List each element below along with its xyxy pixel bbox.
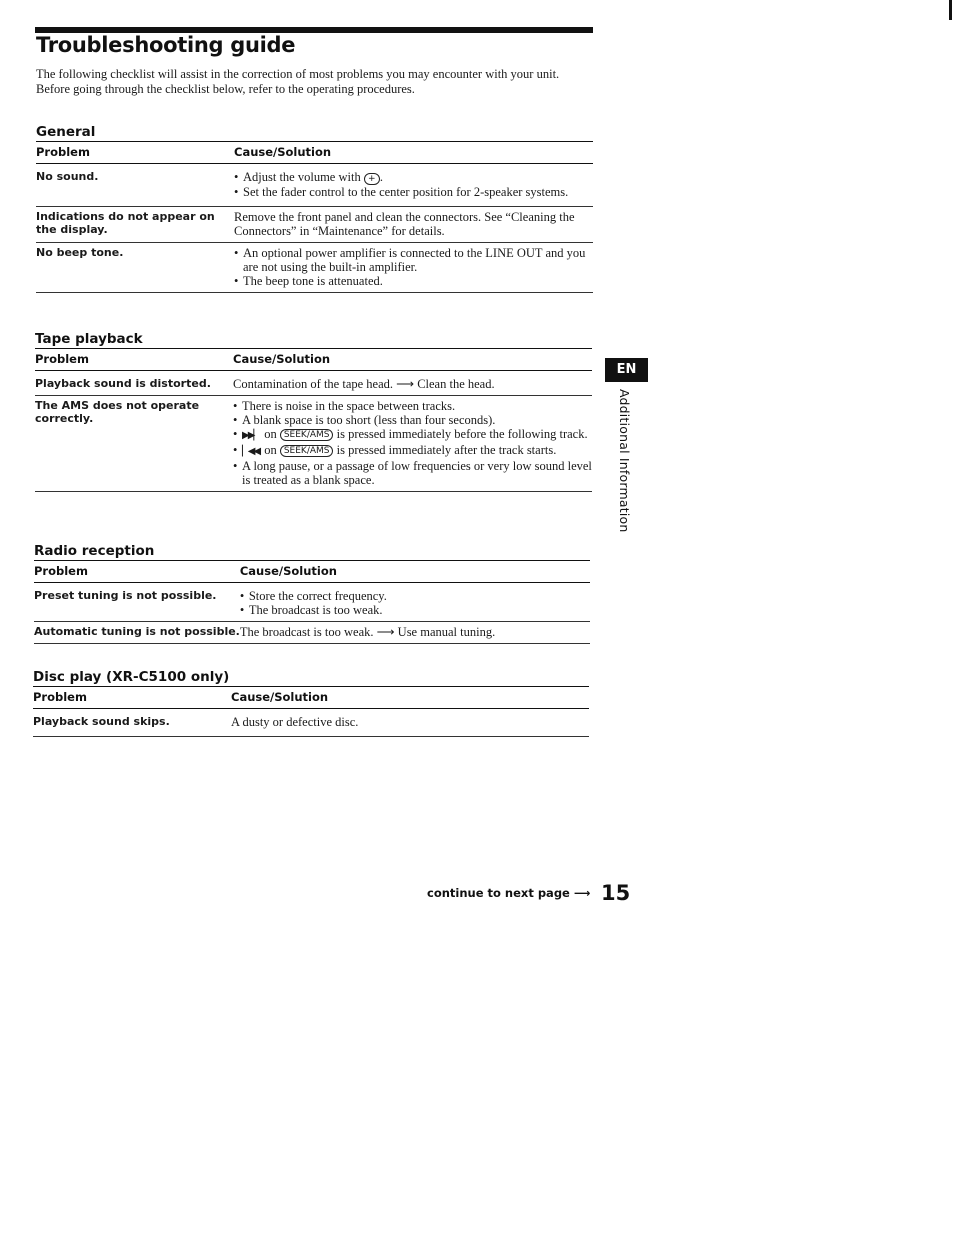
list-item xyxy=(234,170,593,185)
intro-line-2: Before going through the checklist below, refer to the operating procedures. xyxy=(36,82,415,96)
table-row xyxy=(36,207,593,243)
problem-cell: Preset tuning is not possible. xyxy=(34,583,240,622)
general-table xyxy=(36,141,593,293)
problem-cell: No beep tone. xyxy=(36,243,234,293)
volume-plus-icon: + xyxy=(364,173,380,185)
header-cause: Cause/Solution xyxy=(234,142,593,164)
cause-cell xyxy=(234,243,593,293)
continue-note: continue to next page ⟶ xyxy=(427,886,591,900)
seek-ams-button-icon: SEEK/AMS xyxy=(280,445,334,457)
table-header xyxy=(35,349,592,371)
problem-cell: Playback sound skips. xyxy=(33,709,231,737)
cause-text: . xyxy=(379,170,383,184)
list-item: • A long pause, or a passage of low frequencies or very low sound level is treated as a blank space. xyxy=(233,459,592,487)
table-row xyxy=(34,583,590,622)
section-tape xyxy=(35,330,592,492)
section-radio xyxy=(34,542,590,644)
section-title-radio: Radio reception xyxy=(34,543,155,559)
seek-ams-button-icon: SEEK/AMS xyxy=(280,429,334,441)
radio-table xyxy=(34,560,590,644)
table-header xyxy=(33,687,589,709)
side-section-label: Additional Information xyxy=(617,389,632,533)
table-header xyxy=(34,561,590,583)
table-row xyxy=(35,371,592,396)
section-general xyxy=(36,123,593,293)
cause-cell xyxy=(234,164,593,207)
intro-text xyxy=(36,67,588,97)
intro-line-1: The following checklist will assist in the correction of most problems you may encounter with your unit. xyxy=(36,67,560,81)
header-problem: Problem xyxy=(33,687,231,709)
table-row xyxy=(33,709,589,737)
cause-cell xyxy=(233,396,592,492)
cause-text: on xyxy=(264,427,277,441)
fast-forward-icon: ▶▶▏ xyxy=(242,430,260,441)
table-header xyxy=(36,142,593,164)
problem-cell: Automatic tuning is not possible. xyxy=(34,622,240,644)
section-disc xyxy=(33,668,589,737)
header-cause: Cause/Solution xyxy=(233,349,592,371)
table-row xyxy=(35,396,592,492)
rewind-icon: ▏◀◀ xyxy=(242,446,260,457)
list-item: • Store the correct frequency. xyxy=(240,589,590,603)
list-item: • There is noise in the space between tracks. xyxy=(233,399,592,413)
list-item xyxy=(233,443,592,459)
problem-cell: Playback sound is distorted. xyxy=(35,371,233,396)
cause-cell xyxy=(240,583,590,622)
section-title-general: General xyxy=(36,124,96,140)
cause-cell: Contamination of the tape head. ⟶ Clean the head. xyxy=(233,371,592,396)
page-number: 15 xyxy=(601,881,631,905)
section-title-tape: Tape playback xyxy=(35,331,143,347)
table-row xyxy=(36,243,593,293)
cause-cell: The broadcast is too weak. ⟶ Use manual tuning. xyxy=(240,622,590,644)
page-edge-mark xyxy=(949,0,952,20)
problem-cell: The AMS does not operate correctly. xyxy=(35,396,233,492)
section-title-disc: Disc play (XR-C5100 only) xyxy=(33,669,230,685)
list-item: • The broadcast is too weak. xyxy=(240,603,590,617)
tape-table xyxy=(35,348,592,492)
table-row xyxy=(36,164,593,207)
page-title: Troubleshooting guide xyxy=(36,33,296,57)
problem-cell: Indications do not appear on the display. xyxy=(36,207,234,243)
list-item: • A blank space is too short (less than four seconds). xyxy=(233,413,592,427)
problem-cell: No sound. xyxy=(36,164,234,207)
list-item: • Set the fader control to the center position for 2-speaker systems. xyxy=(234,185,593,199)
header-problem: Problem xyxy=(36,142,234,164)
cause-cell: A dusty or defective disc. xyxy=(231,709,589,737)
cause-text: Adjust the volume with xyxy=(243,170,361,184)
table-row xyxy=(34,622,590,644)
header-problem: Problem xyxy=(35,349,233,371)
disc-table xyxy=(33,686,589,737)
cause-text: on xyxy=(264,443,277,457)
list-item: • An optional power amplifier is connected to the LINE OUT and you are not using the built-in amplifier. xyxy=(234,246,593,274)
cause-text: is pressed immediately after the track starts. xyxy=(336,443,557,457)
language-tab: EN xyxy=(605,358,648,382)
list-item xyxy=(233,427,592,443)
cause-cell: Remove the front panel and clean the connectors. See “Cleaning the Connectors” in “Maintenance” for details. xyxy=(234,207,593,243)
cause-text: is pressed immediately before the following track. xyxy=(336,427,588,441)
header-cause: Cause/Solution xyxy=(240,561,590,583)
list-item: • The beep tone is attenuated. xyxy=(234,274,593,288)
header-cause: Cause/Solution xyxy=(231,687,589,709)
header-problem: Problem xyxy=(34,561,240,583)
